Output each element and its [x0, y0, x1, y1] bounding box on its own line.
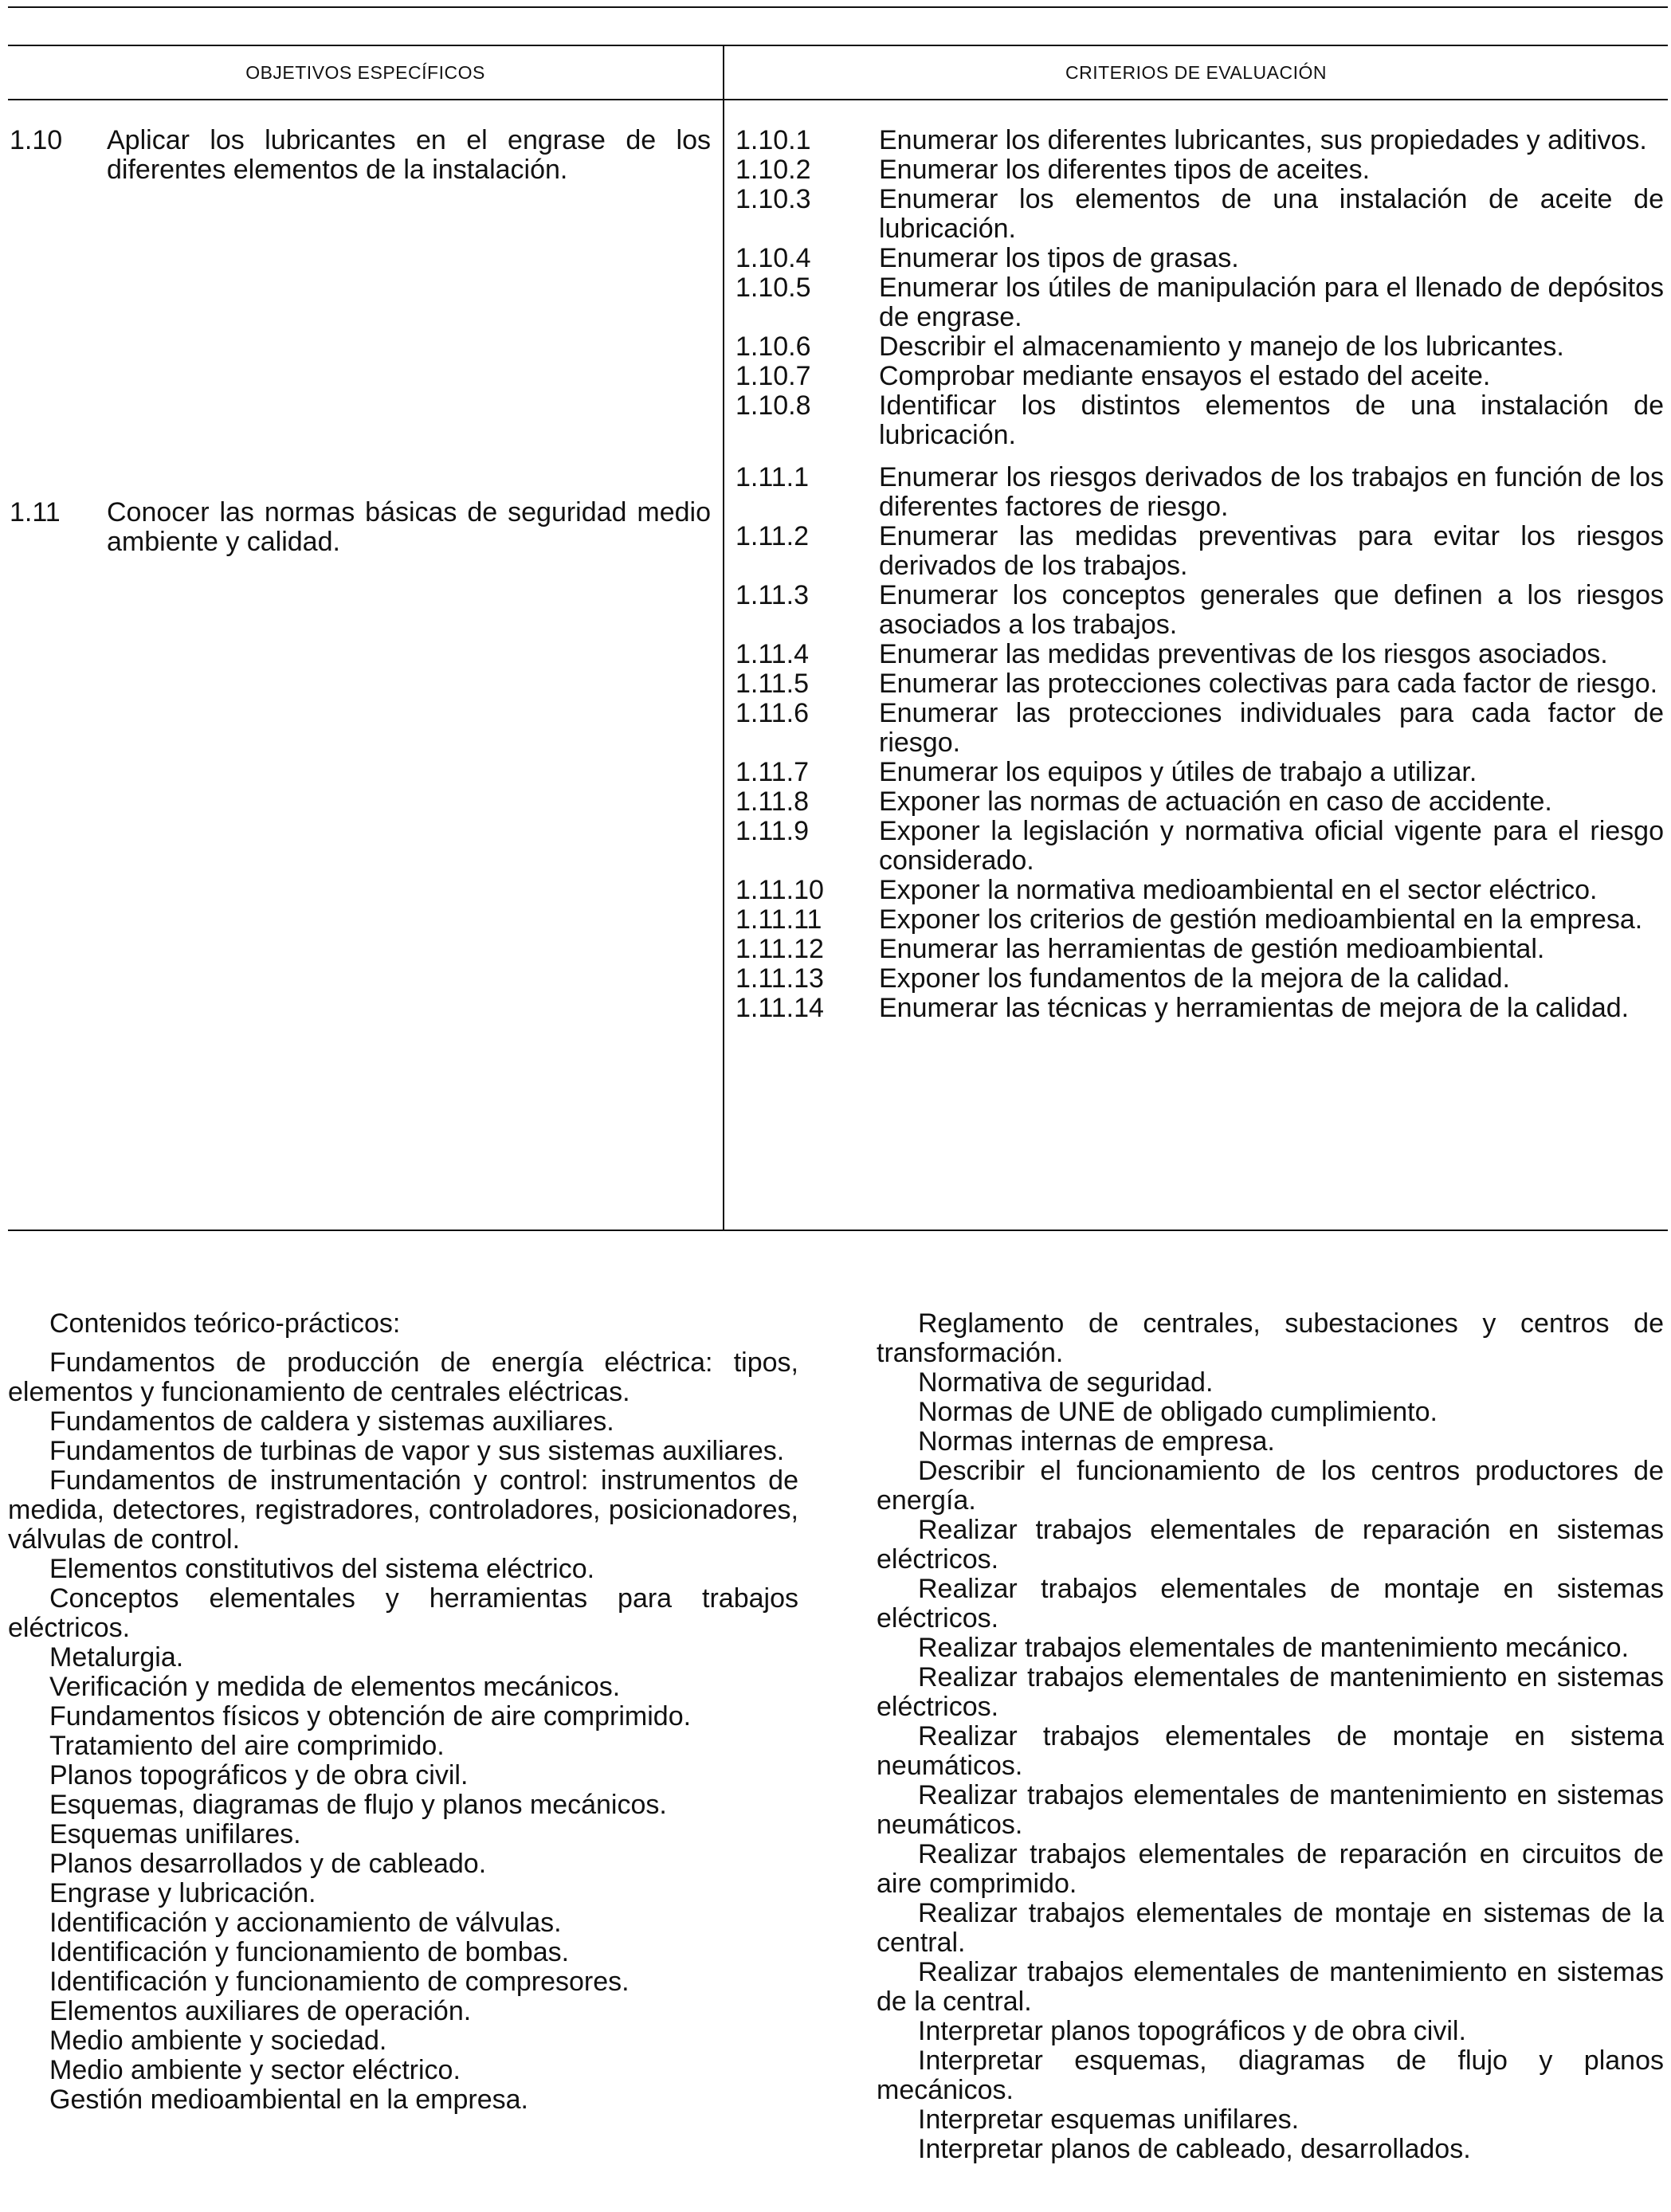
criterion-text: Exponer la normativa medioambiental en el sector eléctrico. [879, 875, 1598, 905]
contents-item: Tratamiento del aire comprimido. [49, 1731, 445, 1761]
contents-item: Engrase y lubricación. [49, 1878, 316, 1908]
criterion-number: 1.11.11 [735, 904, 822, 935]
criterion-item [735, 391, 1664, 450]
contents-item: Normas internas de empresa. [918, 1426, 1275, 1457]
criterion-item [735, 964, 1664, 994]
contents-item: Fundamentos físicos y obtención de aire comprimido. [49, 1701, 692, 1732]
objective-number: 1.10 [10, 125, 63, 155]
criterion-item [735, 522, 1664, 581]
contents-item: Realizar trabajos elementales de mantenimiento mecánico. [918, 1633, 1630, 1663]
contents-item: Medio ambiente y sociedad. [49, 2026, 387, 2056]
criterion-item [735, 935, 1664, 964]
contents-heading: Contenidos teórico-prácticos: [49, 1308, 401, 1339]
contents-item: Realizar trabajos elementales de montaje en sistema neumáticos. [877, 1721, 1664, 1781]
criteria-list [735, 126, 1664, 1023]
contents-item: Interpretar esquemas unifilares. [918, 2104, 1300, 2135]
criterion-number: 1.11.1 [735, 462, 810, 492]
contents-item: Interpretar planos de cableado, desarrollados. [918, 2134, 1471, 2164]
contents-left-list [8, 1348, 798, 2115]
criterion-number: 1.11.8 [735, 786, 810, 817]
table-bottom-rule [8, 1230, 1668, 1231]
contents-item: Realizar trabajos elementales de reparación en sistemas eléctricos. [877, 1515, 1664, 1575]
contents-item: Fundamentos de producción de energía eléctrica: tipos, elementos y funcionamiento de centrales eléctricas. [8, 1347, 798, 1407]
contents-item: Verificación y medida de elementos mecánicos. [49, 1672, 621, 1702]
contents-item: Elementos constitutivos del sistema eléctrico. [49, 1554, 595, 1584]
criterion-text: Enumerar los elementos de una instalación de aceite de lubricación. [879, 184, 1664, 244]
criterion-item [735, 876, 1664, 905]
criterion-number: 1.10.4 [735, 243, 811, 273]
contents-item: Planos desarrollados y de cableado. [49, 1849, 487, 1879]
criterion-number: 1.11.10 [735, 875, 824, 905]
criterion-number: 1.10.6 [735, 331, 811, 362]
contents-item: Realizar trabajos elementales de reparación en circuitos de aire comprimido. [877, 1839, 1664, 1899]
criterion-text: Comprobar mediante ensayos el estado del aceite. [879, 361, 1491, 391]
criterion-item [735, 126, 1664, 155]
contents-item: Fundamentos de caldera y sistemas auxiliares. [49, 1406, 614, 1437]
contents-item: Elementos auxiliares de operación. [49, 1996, 472, 2026]
contents-item: Esquemas unifilares. [49, 1819, 301, 1849]
objective-1-11 [10, 498, 711, 557]
contents-left-column [8, 1309, 798, 2115]
criterion-text: Enumerar las protecciones colectivas para cada factor de riesgo. [879, 669, 1658, 699]
criterion-number: 1.10.7 [735, 361, 811, 391]
criterion-number: 1.10.3 [735, 184, 811, 214]
criterion-text: Enumerar las técnicas y herramientas de mejora de la calidad. [879, 993, 1630, 1023]
criterion-text: Enumerar los útiles de manipulación para el llenado de depósitos de engrase. [879, 273, 1664, 332]
header-objectives: OBJETIVOS ESPECÍFICOS [245, 62, 485, 83]
criterion-text: Enumerar las medidas preventivas de los riesgos asociados. [879, 639, 1608, 669]
criterion-number: 1.11.6 [735, 698, 810, 728]
contents-item: Gestión medioambiental en la empresa. [49, 2085, 528, 2115]
criterion-item [735, 332, 1664, 362]
criterion-text: Enumerar los diferentes lubricantes, sus propiedades y aditivos. [879, 125, 1647, 155]
contents-right-list [877, 1309, 1664, 2164]
criterion-item [735, 362, 1664, 391]
contents-item: Realizar trabajos elementales de mantenimiento en sistemas neumáticos. [877, 1780, 1664, 1840]
contents-item: Realizar trabajos elementales de montaje en sistemas eléctricos. [877, 1574, 1664, 1634]
criterion-text: Enumerar los tipos de grasas. [879, 243, 1239, 273]
criterion-text: Exponer los criterios de gestión medioambiental en la empresa. [879, 904, 1643, 935]
criterion-item [735, 640, 1664, 669]
criterion-number: 1.10.1 [735, 125, 811, 155]
criterion-text: Describir el almacenamiento y manejo de los lubricantes. [879, 331, 1564, 362]
contents-right-column [877, 1309, 1664, 2164]
contents-item: Interpretar planos topográficos y de obra civil. [918, 2016, 1466, 2046]
contents-item: Realizar trabajos elementales de montaje en sistemas de la central. [877, 1898, 1664, 1958]
header-bottom-rule [8, 99, 1668, 100]
criterion-text: Exponer la legislación y normativa oficial vigente para el riesgo considerado. [879, 816, 1664, 876]
criterion-item [735, 758, 1664, 787]
contents-item: Describir el funcionamiento de los centros productores de energía. [877, 1456, 1664, 1516]
contents-item: Fundamentos de turbinas de vapor y sus sistemas auxiliares. [49, 1436, 785, 1466]
criterion-text: Enumerar las protecciones individuales para cada factor de riesgo. [879, 698, 1664, 758]
criterion-item [735, 787, 1664, 817]
criterion-item [735, 905, 1664, 935]
criterion-text: Enumerar los diferentes tipos de aceites. [879, 155, 1371, 185]
criterion-text: Enumerar los conceptos generales que definen a los riesgos asociados a los trabajos. [879, 580, 1664, 640]
header-top-rule [8, 45, 1668, 46]
contents-item: Fundamentos de instrumentación y control: instrumentos de medida, detectores, registradores, controladores, posicionadores, válvulas de control. [8, 1465, 798, 1555]
criterion-text: Enumerar las medidas preventivas para evitar los riesgos derivados de los trabajos. [879, 521, 1664, 581]
criterion-item [735, 817, 1664, 876]
criterion-text: Enumerar los riesgos derivados de los trabajos en función de los diferentes factores de riesgo. [879, 462, 1664, 522]
criterion-item [735, 669, 1664, 699]
contents-item: Identificación y funcionamiento de compresores. [49, 1967, 630, 1997]
objective-number: 1.11 [10, 497, 61, 528]
contents-item: Realizar trabajos elementales de mantenimiento en sistemas de la central. [877, 1957, 1664, 2017]
criterion-item [735, 994, 1664, 1023]
contents-item: Identificación y accionamiento de válvulas. [49, 1908, 562, 1938]
contents-item: Medio ambiente y sector eléctrico. [49, 2055, 461, 2085]
criterion-item [735, 185, 1664, 244]
criterion-number: 1.11.12 [735, 934, 824, 964]
contents-item: Realizar trabajos elementales de mantenimiento en sistemas eléctricos. [877, 1662, 1664, 1722]
criterion-number: 1.11.7 [735, 757, 810, 787]
criterion-item [735, 155, 1664, 185]
criterion-number: 1.11.2 [735, 521, 810, 551]
column-divider [723, 45, 724, 1230]
contents-item: Normativa de seguridad. [918, 1367, 1214, 1398]
criterion-number: 1.11.4 [735, 639, 810, 669]
criterion-number: 1.11.13 [735, 963, 824, 994]
contents-item: Interpretar esquemas, diagramas de flujo y planos mecánicos. [877, 2045, 1664, 2105]
criterion-item [735, 699, 1664, 758]
criterion-number: 1.11.14 [735, 993, 824, 1023]
objective-1-10 [10, 126, 711, 185]
contents-item: Reglamento de centrales, subestaciones y centros de transformación. [877, 1308, 1664, 1368]
contents-item: Conceptos elementales y herramientas para trabajos eléctricos. [8, 1583, 798, 1643]
header-criteria: CRITERIOS DE EVALUACIÓN [1065, 62, 1328, 83]
criterion-item [735, 581, 1664, 640]
contents-item: Metalurgia. [49, 1642, 184, 1673]
criterion-number: 1.10.5 [735, 273, 811, 303]
criterion-text: Enumerar las herramientas de gestión medioambiental. [879, 934, 1545, 964]
criterion-item [735, 463, 1664, 522]
contents-item: Esquemas, diagramas de flujo y planos mecánicos. [49, 1790, 667, 1820]
criterion-item [735, 273, 1664, 332]
criterion-number: 1.11.9 [735, 816, 810, 846]
criterion-number: 1.10.2 [735, 155, 811, 185]
objective-text: Aplicar los lubricantes en el engrase de los diferentes elementos de la instalación. [107, 125, 711, 185]
criterion-text: Exponer los fundamentos de la mejora de la calidad. [879, 963, 1510, 994]
objective-text: Conocer las normas básicas de seguridad medio ambiente y calidad. [107, 497, 711, 557]
criterion-text: Identificar los distintos elementos de una instalación de lubricación. [879, 390, 1664, 450]
criterion-number: 1.11.3 [735, 580, 810, 610]
top-border [8, 6, 1668, 8]
criterion-number: 1.10.8 [735, 390, 811, 421]
criterion-number: 1.11.5 [735, 669, 810, 699]
criterion-text: Enumerar los equipos y útiles de trabajo a utilizar. [879, 757, 1477, 787]
criterion-text: Exponer las normas de actuación en caso de accidente. [879, 786, 1552, 817]
contents-item: Identificación y funcionamiento de bombas. [49, 1937, 570, 1967]
criterion-item [735, 244, 1664, 273]
contents-item: Normas de UNE de obligado cumplimiento. [918, 1397, 1438, 1427]
contents-item: Planos topográficos y de obra civil. [49, 1760, 469, 1790]
